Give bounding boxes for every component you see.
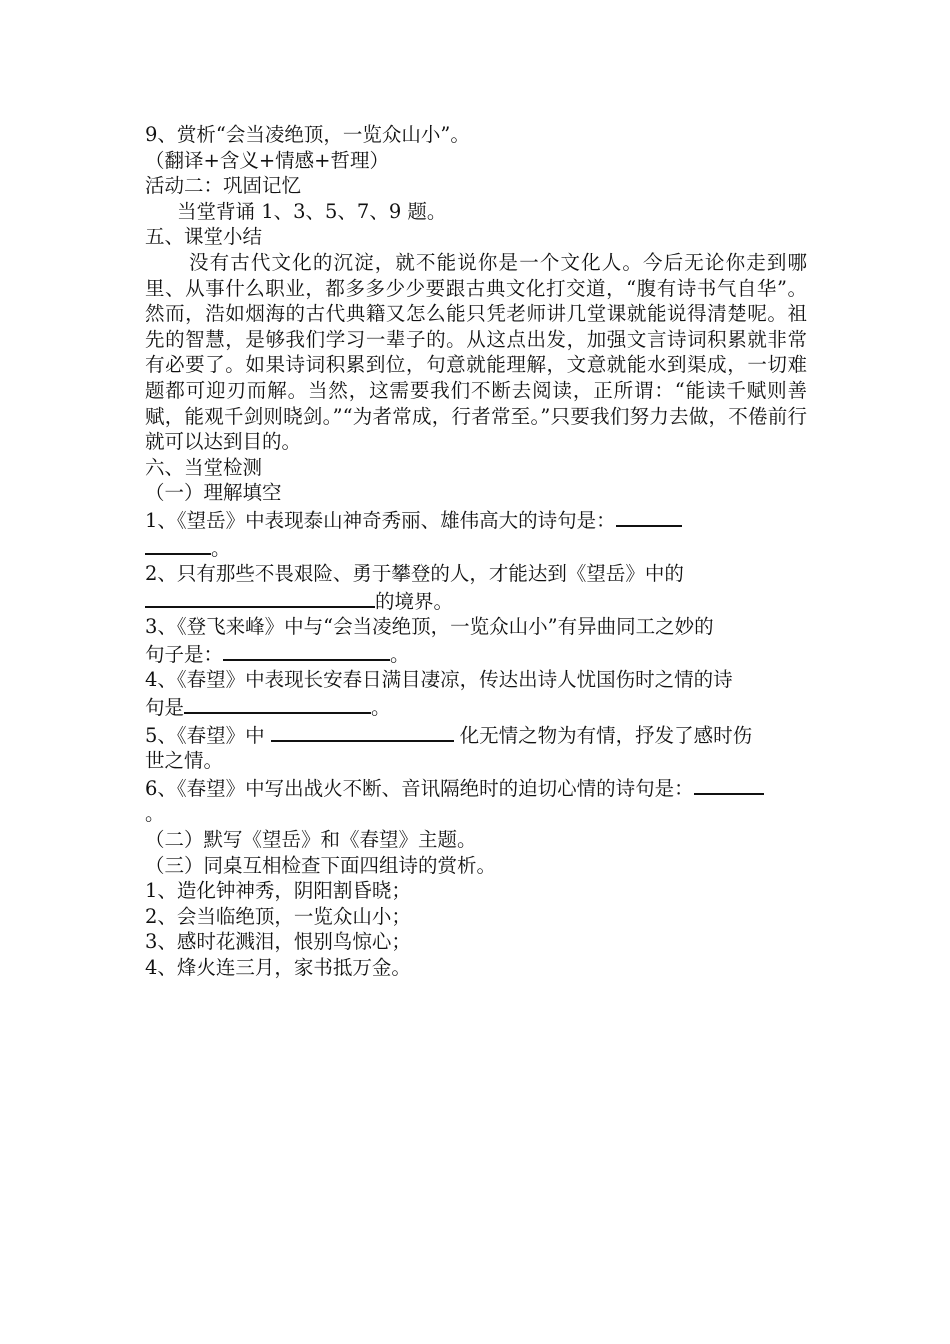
question-text: 1、《望岳》中表现泰山神奇秀丽、雄伟高大的诗句是：: [145, 508, 616, 532]
fill-question-5-continued: 世之情。: [145, 749, 224, 773]
fill-question-3-continued: [145, 640, 810, 668]
summary-heading: 五、课堂小结: [145, 225, 263, 249]
poem-line-4: 4、烽火连三月，家书抵万金。: [145, 956, 411, 979]
answer-blank[interactable]: [184, 693, 371, 714]
document-page: [145, 122, 810, 981]
poem-line-1: 1、造化钟神秀，阴阳割昏晓；: [145, 879, 411, 903]
fill-question-1: [145, 506, 810, 534]
question-end: 。: [371, 696, 391, 720]
activity-2-title: 活动二：巩固记忆: [145, 174, 302, 198]
answer-blank[interactable]: [145, 534, 211, 555]
fill-question-3: 3、《登飞来峰》中与“会当凌绝顶，一览众山小”有异曲同工之妙的: [145, 615, 714, 639]
question-text: 化无情之物为有情，抒发了感时伤: [459, 723, 753, 747]
fill-question-5: [145, 721, 810, 749]
fill-question-1-continued: [145, 534, 810, 562]
test-heading: 六、当堂检测: [145, 455, 263, 479]
fill-question-6: [145, 774, 810, 802]
question-text: 句是: [145, 696, 185, 720]
answer-blank[interactable]: [694, 774, 764, 795]
question-text: 句子是：: [145, 642, 224, 666]
answer-blank[interactable]: [223, 640, 390, 661]
poem-line-2: 2、会当临绝顶，一览众山小；: [145, 904, 411, 928]
poem-line-3: 3、感时花溅泪，恨别鸟惊心；: [145, 930, 411, 954]
fill-question-6-continued: 。: [145, 802, 165, 826]
answer-blank[interactable]: [145, 587, 375, 608]
question-end: 。: [390, 642, 410, 666]
summary-paragraph: 没有古代文化的沉淀，就不能说你是一个文化人。今后无论你走到哪里、从事什么职业，都多多少少要跟古典文化打交道，“腹有诗书气自华”。然而，浩如烟海的古代典籍又怎么能只凭老师讲几堂课就能说得清楚呢。祖先的智慧，是够我们学习一辈子的。从这点出发，加强文言诗词积累就非常有必要了。如果诗词积累到位，句意就能理解，文意就能水到渠成，一切难题都可迎刃而解。当然，这需要我们不断去阅读，正所谓：“能读千赋则善赋，能观千剑则晓剑。”“为者常成，行者常至。”只要我们努力去做，不倦前行就可以达到目的。: [145, 250, 807, 454]
question-9: 9、赏析“会当凌绝顶，一览众山小”。: [145, 123, 470, 146]
part-1-title: （一）理解填空: [145, 481, 282, 505]
question-end: 。: [211, 536, 231, 560]
question-text: 的境界。: [375, 589, 454, 613]
part-3-title: （三）同桌互相检查下面四组诗的赏析。: [145, 853, 497, 877]
answer-blank[interactable]: [616, 506, 682, 527]
question-text: 6、《春望》中写出战火不断、音讯隔绝时的迫切心情的诗句是：: [145, 776, 694, 800]
fill-question-2-continued: [145, 587, 810, 615]
activity-2-text: 当堂背诵 1、3、5、7、9 题。: [177, 199, 447, 223]
question-9-hint: （翻译+含义+情感+哲理）: [145, 148, 390, 172]
part-2-title: （二）默写《望岳》和《春望》主题。: [145, 828, 477, 852]
fill-question-2: 2、只有那些不畏艰险、勇于攀登的人，才能达到《望岳》中的: [145, 562, 684, 586]
fill-question-4-continued: [145, 693, 810, 721]
fill-question-4: 4、《春望》中表现长安春日满目凄凉，传达出诗人忧国伤时之情的诗: [145, 668, 733, 692]
question-text: 5、《春望》中: [145, 723, 265, 747]
answer-blank[interactable]: [271, 721, 454, 742]
